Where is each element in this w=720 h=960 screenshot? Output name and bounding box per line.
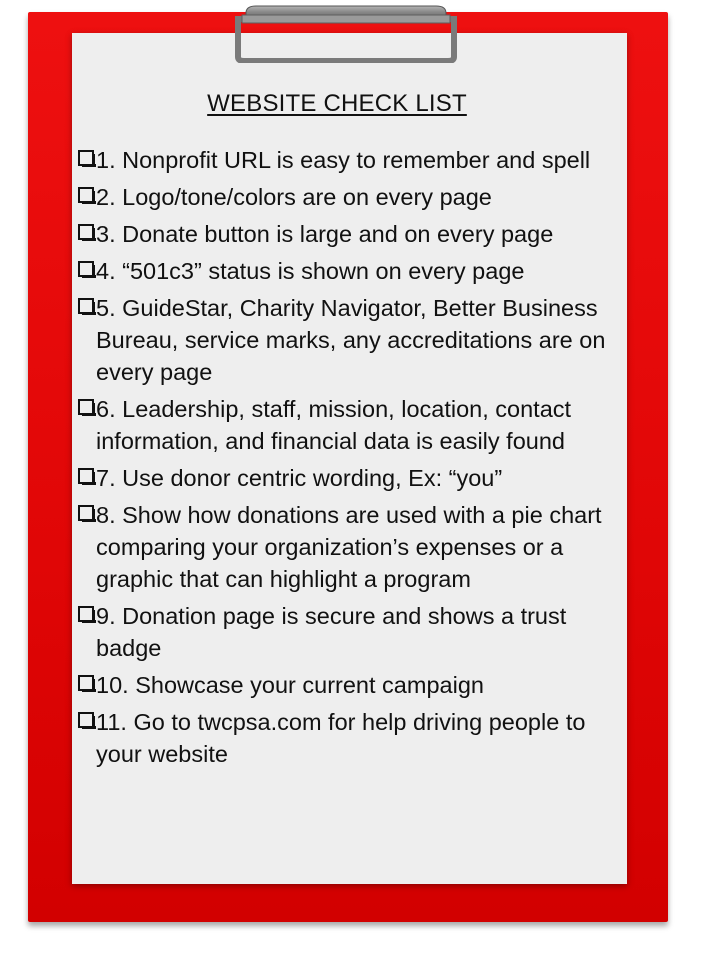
- list-item-text: 5. GuideStar, Charity Navigator, Better Business Bureau, service marks, any accreditations are on every page: [96, 295, 606, 385]
- list-item: [78, 499, 626, 595]
- checkbox-icon: [78, 712, 94, 728]
- list-item-text: 4. “501c3” status is shown on every page: [96, 258, 525, 284]
- list-item-text: 1. Nonprofit URL is easy to remember and spell: [96, 147, 591, 173]
- checkbox-icon: [78, 505, 94, 521]
- checkbox-icon: [78, 675, 94, 691]
- page-title: WEBSITE CHECK LIST: [207, 90, 467, 117]
- list-item-text: 8. Show how donations are used with a pie chart comparing your organization’s expenses or a graphic that can highlight a program: [96, 502, 602, 592]
- list-item: [78, 255, 626, 287]
- list-item: [78, 218, 626, 250]
- checkbox-icon: [78, 298, 94, 314]
- list-item: [78, 669, 626, 701]
- checkbox-icon: [78, 150, 94, 166]
- list-item: [78, 600, 626, 664]
- checkbox-icon: [78, 606, 94, 622]
- list-item-text: 10. Showcase your current campaign: [96, 672, 484, 698]
- list-item-text: 2. Logo/tone/colors are on every page: [96, 184, 492, 210]
- checkbox-icon: [78, 468, 94, 484]
- list-item: [78, 706, 626, 770]
- list-item: [78, 393, 626, 457]
- checklist: [78, 144, 626, 775]
- list-item: [78, 181, 626, 213]
- list-item: [78, 292, 626, 388]
- list-item-text: 9. Donation page is secure and shows a trust badge: [96, 603, 567, 661]
- list-item: [78, 144, 626, 176]
- list-item: [78, 462, 626, 494]
- checkbox-icon: [78, 187, 94, 203]
- checkbox-icon: [78, 399, 94, 415]
- list-item-text: 6. Leadership, staff, mission, location, contact information, and financial data is easily found: [96, 396, 572, 454]
- clipboard-clip-icon: [232, 3, 460, 63]
- list-item-text: 3. Donate button is large and on every page: [96, 221, 554, 247]
- list-item-text: 11. Go to twcpsa.com for help driving people to your website: [96, 709, 586, 767]
- checkbox-icon: [78, 224, 94, 240]
- checkbox-icon: [78, 261, 94, 277]
- list-item-text: 7. Use donor centric wording, Ex: “you”: [96, 465, 503, 491]
